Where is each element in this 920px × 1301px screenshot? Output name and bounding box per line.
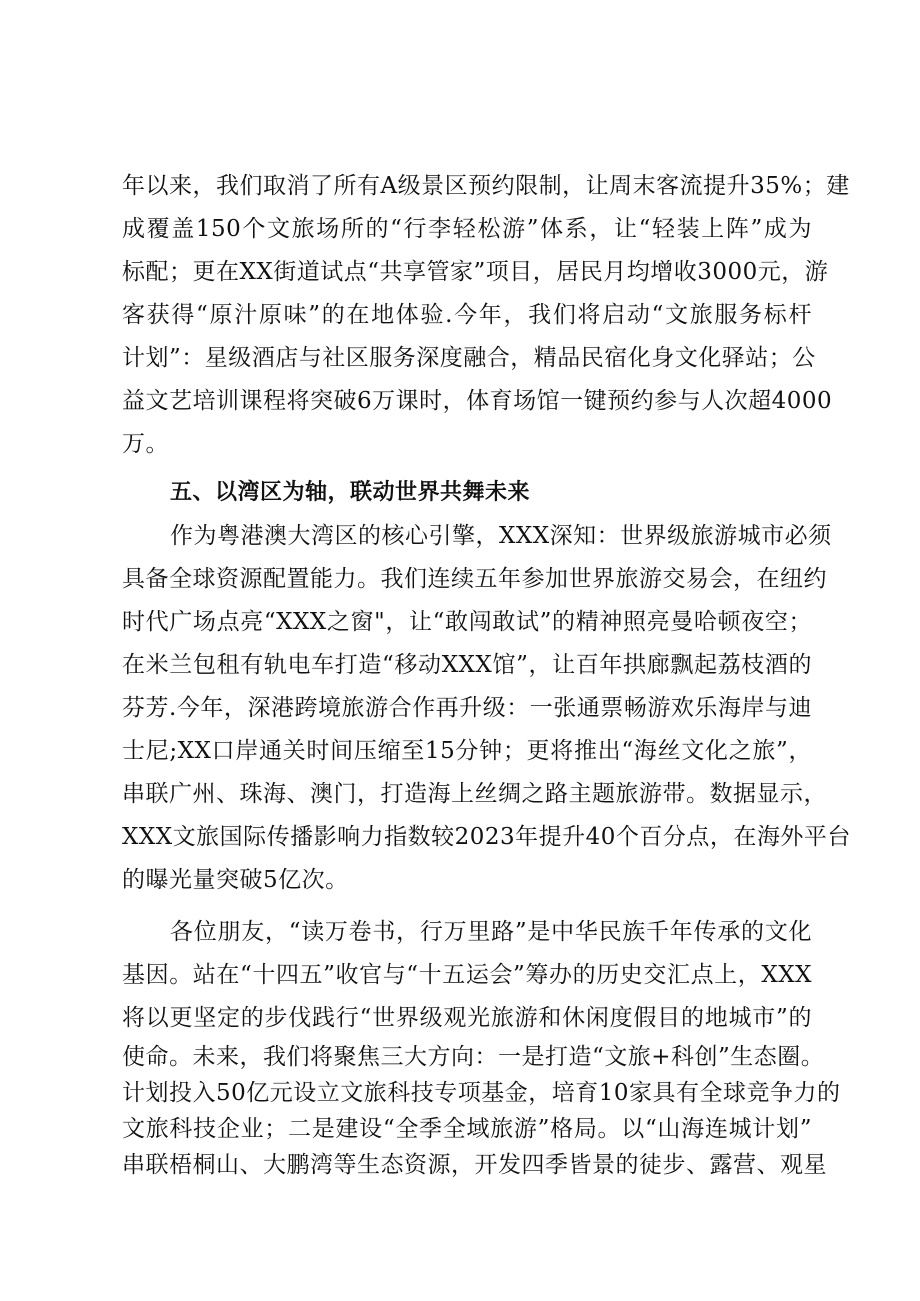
body-text-line: 在米兰包租有轨电车打造“移动XXX馆”，让百年拱廊飘起荔枝酒的 [122, 652, 812, 678]
body-text-line: 串联梧桐山、大鹏湾等生态资源，开发四季皆景的徒步、露营、观星 [122, 1152, 827, 1178]
body-text-line: 客获得“原汁原味”的在地体验.今年，我们将启动“文旅服务标杆 [122, 302, 812, 328]
body-text-line: 万。 [122, 431, 169, 457]
body-text-line: 将以更坚定的步伐践行“世界级观光旅游和休闲度假目的地城市”的 [122, 1005, 812, 1031]
body-text-line: 士尼;XX口岸通关时间压缩至15分钟；更将推出“海丝文化之旅”， [122, 738, 812, 764]
section-heading: 五、以湾区为轴，联动世界共舞未来 [170, 480, 531, 505]
body-text-line: 标配；更在XX街道试点“共享管家”项目，居民月均增收3000元，游 [122, 259, 829, 285]
body-text-line: 的曝光量突破5亿次。 [122, 867, 349, 893]
body-text-line: 成覆盖150个文旅场所的“行李轻松游”体系，让“轻装上阵”成为 [122, 216, 812, 242]
body-text-line: 具备全球资源配置能力。我们连续五年参加世界旅游交易会，在纽约 [122, 566, 827, 592]
body-text-line: 时代广场点亮“XXX之窗"，让“敢闯敢试”的精神照亮曼哈顿夜空； [122, 609, 812, 635]
body-text-line: 计划”：星级酒店与社区服务深度融合，精品民宿化身文化驿站；公 [122, 345, 816, 371]
body-text-line: 益文艺培训课程将突破6万课时，体育场馆一键预约参与人次超4000 [122, 388, 833, 414]
body-text-line: 文旅科技企业；二是建设“全季全域旅游”格局。以“山海连城计划” [122, 1116, 812, 1142]
body-text-line: XXX文旅国际传播影响力指数较2023年提升40个百分点，在海外平台 [122, 824, 851, 850]
body-text-line: 年以来，我们取消了所有A级景区预约限制，让周末客流提升35%；建 [122, 173, 850, 199]
body-text-line: 串联广州、珠海、澳门，打造海上丝绸之路主题旅游带。数据显示， [122, 781, 827, 807]
body-text-line: 作为粤港澳大湾区的核心引擎，XXX深知：世界级旅游城市必须 [170, 523, 832, 549]
body-text-line: 芬芳.今年，深港跨境旅游合作再升级：一张通票畅游欢乐海岸与迪 [122, 695, 812, 721]
body-text-line: 基因。站在“十四五”收官与“十五运会”筹办的历史交汇点上，XXX [122, 962, 812, 988]
body-text-line: 计划投入50亿元设立文旅科技专项基金，培育10家具有全球竞争力的 [122, 1080, 841, 1106]
body-text-line: 各位朋友，“读万卷书，行万里路”是中华民族千年传承的文化 [170, 919, 812, 945]
body-text-line: 使命。未来，我们将聚焦三大方向：一是打造“文旅+科创”生态圈。 [122, 1044, 825, 1070]
